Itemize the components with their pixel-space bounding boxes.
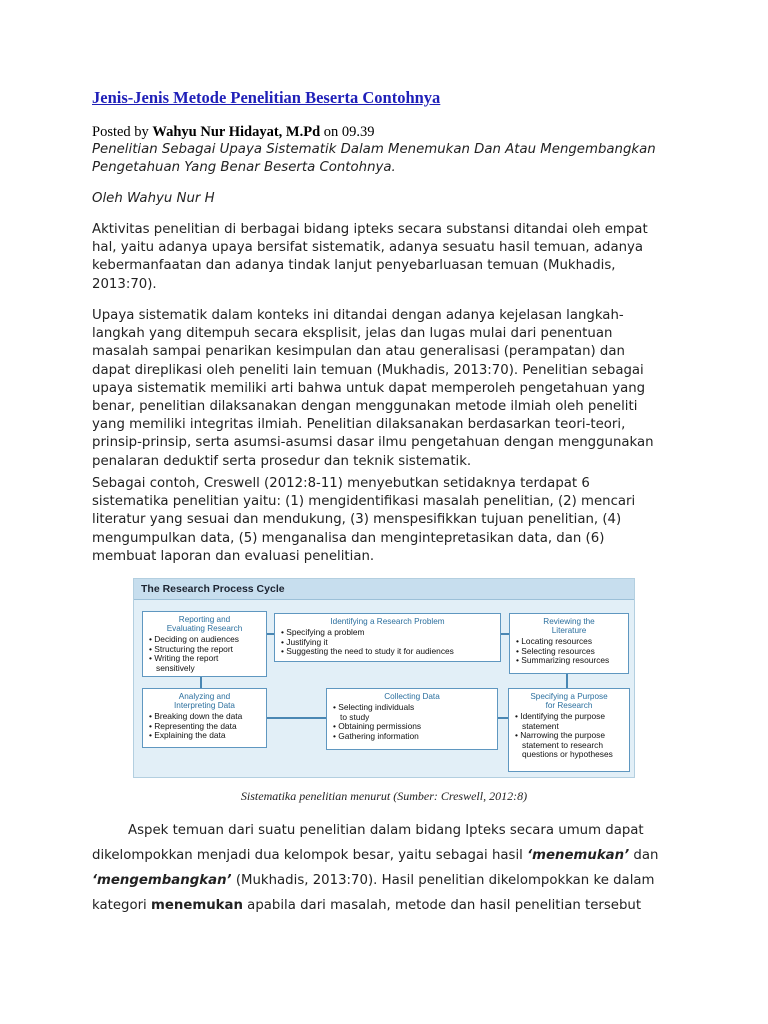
- box-item-continued: questions or hypotheses: [522, 749, 613, 760]
- box-collecting-data: [326, 688, 498, 750]
- box-item: • Selecting individuals: [333, 702, 415, 712]
- paragraph-line: Upaya sistematik dalam konteks ini ditandai dengan adanya kejelasan langkah-: [92, 308, 624, 323]
- paragraph-line: langkah yang ditempuh secara eksplisit, jelas dan lugas mulai dari penentuan: [92, 326, 613, 342]
- box-items: [510, 637, 628, 666]
- box-item: • Locating resources: [516, 636, 593, 646]
- box-items: [143, 635, 266, 673]
- box-heading: [143, 692, 266, 710]
- emphasis-menemukan: ‘menemukan’: [527, 848, 630, 863]
- figure-title: The Research Process Cycle: [141, 583, 285, 595]
- box-item: • Suggesting the need to study it for audiences: [281, 646, 454, 657]
- paragraph-line: upaya sistematik memiliki arti bahwa untuk dapat memperoleh pengetahuan yang: [92, 380, 646, 396]
- article-title-link[interactable]: Jenis-Jenis Metode Penelitian Beserta Contohnya: [92, 88, 441, 107]
- emphasis-mengembangkan: ‘mengembangkan’: [92, 873, 232, 888]
- research-cycle-figure: [133, 578, 635, 778]
- subtitle-line: Penelitian Sebagai Upaya Sistematik Dalam Menemukan Dan Atau Mengembangkan: [92, 142, 656, 157]
- box-heading-line: Reporting and: [178, 615, 231, 624]
- box-heading-line: for Research: [545, 701, 593, 710]
- box-heading: [143, 615, 266, 633]
- paragraph-line: hal, yaitu adanya upaya bersifat sistematik, adanya sesuatu hasil temuan, adanya: [92, 240, 644, 256]
- paragraph-line: masalah sampai penarikan kesimpulan dan atau generalisasi (perampatan) dan: [92, 344, 625, 360]
- paragraph-2: [92, 307, 692, 471]
- box-item-continued: statement: [522, 720, 559, 731]
- paragraph-line: 2013:70).: [92, 276, 157, 292]
- paragraph-line: [92, 868, 676, 893]
- arrow-connector: [266, 717, 326, 719]
- box-item-continued: to study: [340, 711, 370, 722]
- posted-prefix: Posted by: [92, 124, 153, 140]
- paragraph-line: kebermanfaatan dan adanya tindak lanjut penyebarluasan temuan (Mukhadis,: [92, 258, 616, 274]
- box-item: • Summarizing resources: [516, 655, 610, 666]
- box-heading-line: Analyzing and: [178, 692, 231, 701]
- paragraph-line: literatur yang sesuai dan mendukung, (3) menspesifikkan tujuan penelitian, (4): [92, 512, 622, 528]
- paragraph-line: Aspek temuan dari suatu penelitian dalam bidang Ipteks secara umum dapat: [128, 823, 644, 838]
- box-item: [149, 664, 266, 674]
- box-heading-line: Identifying a Research Problem: [330, 617, 445, 626]
- box-items: [509, 712, 629, 760]
- box-item: • Identifying the purpose: [515, 711, 605, 721]
- box-items: [327, 703, 497, 741]
- box-item: • Obtaining permissions: [333, 721, 422, 732]
- box-items: [275, 628, 500, 657]
- paragraph-line: benar, penelitian dilaksanakan dengan menggunakan metode ilmiah oleh peneliti: [92, 399, 638, 415]
- arrow-connector: [200, 676, 202, 688]
- box-item: • Gathering information: [333, 730, 419, 741]
- box-heading: [510, 617, 628, 635]
- paragraph-line: membuat laporan dan evaluasi penelitian.: [92, 548, 375, 564]
- paragraph-4: [92, 818, 676, 918]
- paragraph-line: dapat direplikasi oleh peneliti lain temuan (Mukhadis, 2013:70). Penelitian sebagai: [92, 362, 644, 378]
- byline: [92, 190, 692, 208]
- box-item: • Explaining the data: [149, 730, 226, 741]
- box-heading: [509, 692, 629, 710]
- box-item-continued: sensitively: [156, 662, 195, 673]
- subtitle-line: Pengetahuan Yang Benar Beserta Contohnya.: [92, 160, 396, 176]
- text-run: apabila dari masalah, metode dan hasil penelitian tersebut: [242, 898, 642, 913]
- arrow-connector: [566, 674, 568, 688]
- figure-caption: Sistematika penelitian menurut (Sumber: Creswell, 2012:8): [240, 789, 528, 803]
- paragraph-line: sistematika penelitian yaitu: (1) mengidentifikasi masalah penelitian, (2) mencari: [92, 494, 636, 510]
- text-run: (Mukhadis, 2013:70). Hasil penelitian dikelompokkan ke dalam: [231, 873, 655, 888]
- box-item: • Deciding on audiences: [149, 634, 239, 644]
- paragraph-line: Sebagai contoh, Creswell (2012:8-11) menyebutkan setidaknya terdapat 6: [92, 476, 590, 491]
- posted-time: on 09.39: [320, 124, 375, 140]
- box-item: • Specifying a problem: [281, 627, 365, 637]
- paragraph-line: prinsip-prinsip, serta asumsi-asumsi dasar ilmu pengetahuan dengan menggunakan: [92, 435, 654, 451]
- paragraph-line: yang memiliki integritas ilmiah. Penelitian dilaksanakan berdasarkan teori-teori,: [92, 417, 626, 433]
- arrow-connector: [501, 633, 509, 635]
- paragraph-line: [92, 843, 676, 868]
- paragraph-line: penalaran deduktif serta prosedur dan teknik sistematik.: [92, 453, 472, 469]
- box-analyzing-interpreting: [142, 688, 267, 748]
- box-heading-line: Interpreting Data: [174, 701, 235, 710]
- author-name[interactable]: Wahyu Nur Hidayat, M.Pd: [152, 124, 321, 140]
- box-heading: [275, 617, 500, 626]
- box-item: • Representing the data: [149, 720, 237, 731]
- box-reporting-evaluating: [142, 611, 267, 677]
- text-run: kategori: [92, 898, 151, 913]
- box-item: [515, 750, 629, 760]
- post-meta: [92, 124, 375, 141]
- box-identifying-problem: [274, 613, 501, 662]
- arrow-connector: [498, 717, 508, 719]
- box-item: • Justifying it: [281, 636, 328, 647]
- paragraph-line: Aktivitas penelitian di berbagai bidang ipteks secara substansi ditandai oleh empat: [92, 222, 648, 237]
- box-heading-line: Reviewing the: [543, 617, 595, 626]
- paragraph-line: [92, 893, 676, 918]
- box-heading: [327, 692, 497, 701]
- box-item: • Writing the report: [149, 653, 219, 664]
- box-heading-line: Collecting Data: [384, 692, 440, 701]
- box-items: [143, 712, 266, 741]
- box-reviewing-literature: [509, 613, 629, 674]
- paragraph-1: [92, 221, 692, 294]
- paragraph-3: [92, 475, 692, 566]
- box-item: • Selecting resources: [516, 645, 595, 656]
- box-heading-line: Literature: [551, 626, 587, 635]
- byline-text: Oleh Wahyu Nur H: [92, 191, 215, 206]
- paragraph-line: mengumpulkan data, (5) menganalisa dan mengintepretasikan data, dan (6): [92, 530, 605, 546]
- box-item-continued: statement to research: [522, 739, 603, 750]
- text-run: dan: [629, 848, 659, 863]
- box-item: • Structuring the report: [149, 643, 233, 654]
- article-subtitle: [92, 141, 692, 177]
- box-heading-line: Specifying a Purpose: [530, 692, 608, 701]
- text-run: dikelompokkan menjadi dua kelompok besar, yaitu sebagai hasil: [92, 848, 528, 863]
- emphasis-menemukan-bold: menemukan: [150, 898, 243, 913]
- box-item: • Breaking down the data: [149, 711, 243, 721]
- box-item: • Narrowing the purpose: [515, 730, 605, 741]
- figure-header: [134, 579, 634, 600]
- box-specifying-purpose: [508, 688, 630, 772]
- arrow-connector: [266, 633, 274, 635]
- box-heading-line: Evaluating Research: [166, 624, 243, 633]
